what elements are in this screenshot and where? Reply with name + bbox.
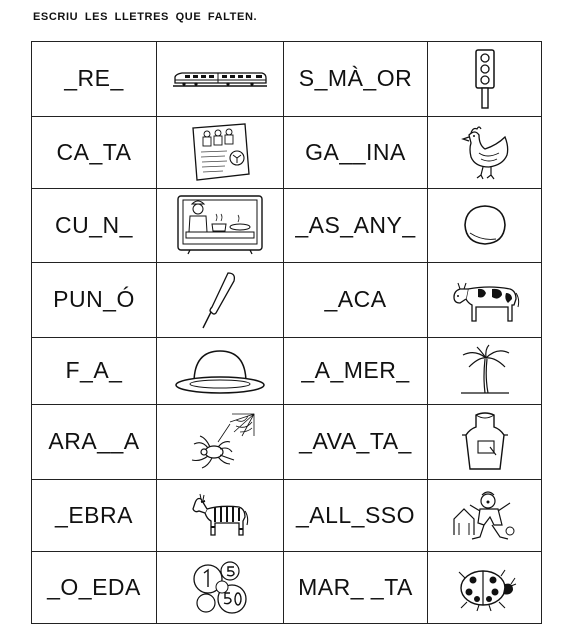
instruction-title: ESCRIU LES LLETRES QUE FALTEN. [33,11,258,23]
apron-icon [460,411,510,473]
picture-cell [157,42,284,117]
punch-awl-icon [198,269,242,331]
palm-tree-icon [457,343,513,399]
picture-cell [157,479,284,551]
picture-cell [428,405,542,480]
worksheet-row [32,116,542,188]
cow-icon [450,277,520,323]
chestnut-icon [462,203,508,247]
word-text: _O_EDA [47,573,141,600]
word-text: GA__INA [305,138,406,165]
picture-cell [157,188,284,263]
traffic-light-icon [470,48,500,110]
word-cell [284,479,428,551]
word-cell [284,42,428,117]
word-cell [32,42,157,117]
picture-cell [428,263,542,338]
picture-cell [428,116,542,188]
spider-icon [184,412,256,472]
word-text: _ALL_SSO [295,501,416,528]
word-cell [32,405,157,480]
picture-cell [428,551,542,623]
word-cell [284,188,428,263]
picture-cell [157,263,284,338]
word-cell [32,479,157,551]
picture-cell [428,479,542,551]
train-icon [172,68,268,90]
word-text: _EBRA [55,501,133,528]
word-text: ARA__A [48,428,140,455]
word-text: MAR_ _TA [298,573,413,600]
word-cell [284,116,428,188]
picture-cell [157,116,284,188]
word-cell [32,337,157,404]
picture-cell [428,337,542,404]
word-cell [32,551,157,623]
word-text: _ACA [324,286,387,313]
coins-icon [188,557,252,617]
worksheet-row [32,188,542,263]
worksheet-row [32,337,542,404]
zebra-icon [191,491,249,539]
worksheet-row [32,263,542,338]
word-cell [32,188,157,263]
picture-cell [157,405,284,480]
picture-cell [428,188,542,263]
word-text: _AS_ANY_ [295,211,416,238]
word-text: _AVA_TA_ [299,428,412,455]
ladybug-icon [453,562,517,612]
worksheet-row [32,479,542,551]
hen-icon [457,123,513,181]
word-text: CU_N_ [55,211,133,238]
word-cell [284,337,428,404]
word-text: CA_TA [56,138,132,165]
worksheet-row [32,405,542,480]
clown-icon [448,485,522,545]
worksheet-row [32,42,542,117]
word-cell [32,116,157,188]
picture-cell [157,551,284,623]
word-text: _A_MER_ [301,357,410,384]
worksheet-grid [31,41,542,624]
letter-icon [187,122,253,182]
picture-cell [428,42,542,117]
word-cell [284,551,428,623]
word-text: S_MÀ_OR [298,65,413,92]
picture-cell [157,337,284,404]
word-text: _RE_ [64,65,124,92]
kitchen-icon [176,194,264,256]
word-text: PUN_Ó [53,286,135,313]
flan-icon [172,345,268,397]
worksheet-row [32,551,542,623]
word-cell [32,263,157,338]
word-cell [284,263,428,338]
word-text: F_A_ [65,357,123,384]
word-cell [284,405,428,480]
